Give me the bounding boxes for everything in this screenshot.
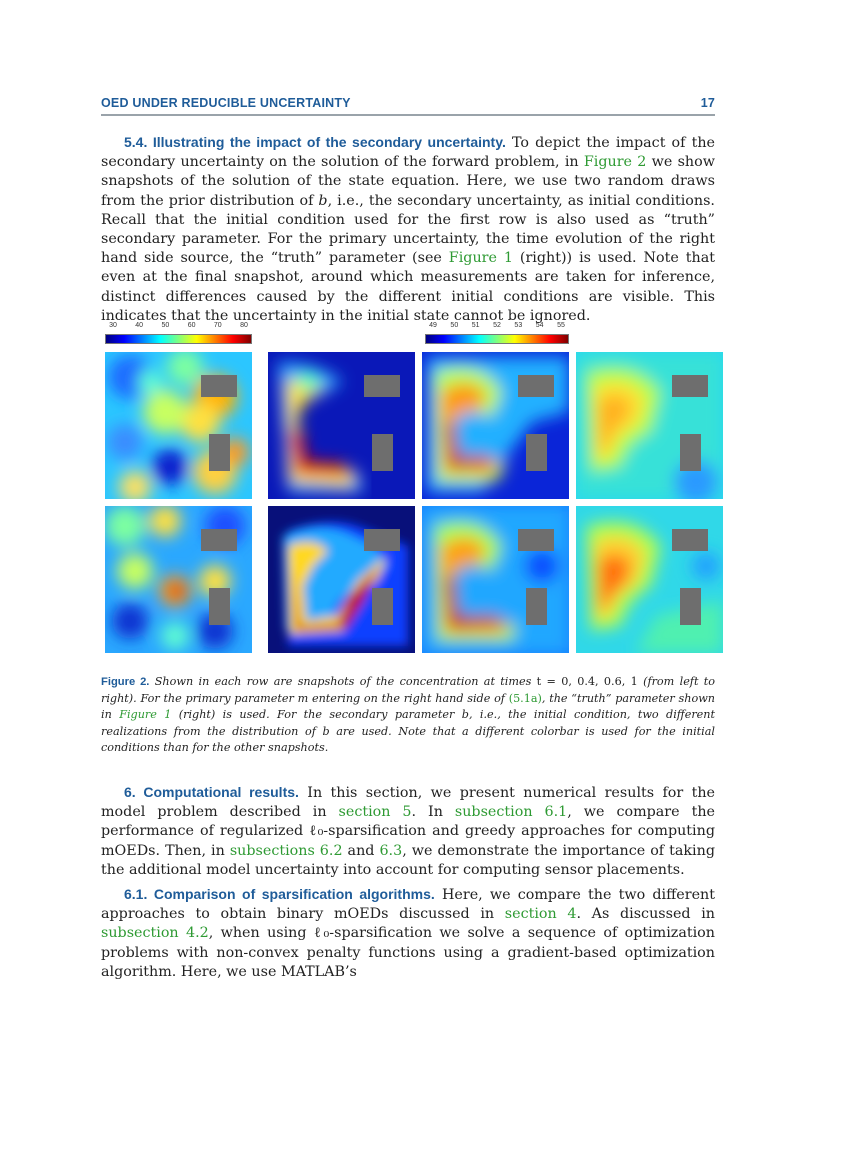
snapshot-r1-t0.6: [422, 352, 569, 499]
figure-caption: Figure 2. Shown in each row are snapshots of the concentration at times t = 0, 0.4, 0.6, 1 (from left to right). For the primary parameter m entering on the right hand side of (5.1a), the “truth” parameter shown in Figure 1 (right) is used. For the secondary parameter b, i.e., the initial condition, two different realizations from the distribution of b are used. Note that a different colorbar is used for the initial conditions than for the other snapshots.: [101, 675, 716, 754]
section-5-link[interactable]: section 5: [338, 804, 412, 821]
page-number: 17: [700, 96, 715, 110]
colorbar-snapshots-tick: 50: [450, 322, 459, 329]
section-5-4-paragraph: 5.4. Illustrating the impact of the secondary uncertainty. To depict the impact of the secondary uncertainty on the solution of the forward problem, in Figure 2 we show snapshots of the solution of the state equation. Here, we use two random draws from the prior distribution of b, i.e., the secondary uncertainty, as initial conditions. Recall that the initial condition used for the first row is also used as “truth” secondary parameter. For the primary uncertainty, the time evolution of the right hand side source, the “truth” parameter (see Figure 1 (right)) is used. Note that even at the final snapshot, around which measurements are taken for inference, distinct differences caused by the different initial conditions are visible. This indicates that the uncertainty in the initial state cannot be ignored.: [101, 134, 715, 324]
subsections-6-2-link[interactable]: subsections 6.2: [229, 842, 343, 859]
colorbar-snapshots-tick: 55: [557, 322, 565, 329]
colorbar-snapshots-tick: 53: [514, 322, 523, 329]
section-6-1-paragraph: 6.1. Comparison of sparsification algorithms. Here, we compare the two different approaches to obtain binary mOEDs discussed in section 4. As discussed in subsection 4.2, when using ℓ₀-sparsification we solve a sequence of optimization problems with non-convex penalty functions using a gradient-based optimization algorithm. Here, we use MATLAB’s: [101, 886, 715, 980]
section-6-paragraph: 6. Computational results. In this section, we present numerical results for the model problem described in section 5. In subsection 6.1, we compare the performance of regularized ℓ₀-sparsification and greedy approaches for computing mOEDs. Then, in subsections 6.2 and 6.3, we demonstrate the importance of taking the additional model uncertainty into account for computing sensor placements.: [101, 784, 715, 878]
caption-figure-1-link[interactable]: Figure 1: [119, 708, 172, 721]
snapshot-r2-t1: [576, 506, 723, 653]
section-4-link[interactable]: section 4: [504, 906, 577, 923]
snapshot-r2-t0.4: [268, 506, 415, 653]
colorbar-initial-tick: 40: [135, 322, 144, 329]
colorbar-snapshots-tick: 52: [493, 322, 501, 329]
section-6-1-heading: 6.1. Comparison of sparsification algorithms.: [124, 886, 435, 902]
colorbar-initial-tick: 30: [109, 322, 117, 329]
snapshot-r2-t0: [105, 505, 252, 653]
figure-2: [101, 318, 725, 658]
figure-1-link[interactable]: Figure 1: [448, 250, 513, 267]
subsection-6-3-link[interactable]: 6.3: [379, 842, 403, 859]
colorbar-snapshots-tick: 49: [429, 322, 437, 329]
figure-2-link[interactable]: Figure 2: [583, 154, 647, 171]
section-6-heading: 6. Computational results.: [124, 784, 299, 800]
caption-label: Figure 2.: [101, 676, 150, 688]
colorbar-initial-tick: 60: [187, 322, 196, 329]
colorbar-initial-tick: 70: [213, 322, 222, 329]
snapshot-r1-t0.4: [268, 352, 415, 499]
colorbar-snapshots-tick: 54: [535, 322, 544, 329]
running-title: OED UNDER REDUCIBLE UNCERTAINTY: [101, 96, 351, 110]
colorbar-initial-tick: 80: [240, 322, 248, 329]
snapshot-r2-t0.6: [422, 506, 569, 653]
running-head: [101, 96, 715, 116]
subsection-6-1-link[interactable]: subsection 6.1: [454, 804, 568, 821]
colorbar-initial-tick: 50: [161, 322, 170, 329]
section-5-4-heading: 5.4. Illustrating the impact of the secondary uncertainty.: [124, 134, 506, 150]
colorbar-snapshots-tick: 51: [471, 322, 480, 329]
snapshot-r1-t0: [105, 349, 252, 503]
snapshot-grid: [101, 318, 725, 658]
subsection-4-2-link[interactable]: subsection 4.2: [101, 925, 209, 942]
snapshot-r1-t1: [576, 352, 723, 504]
eq-5-1a-link[interactable]: (5.1a): [508, 691, 542, 705]
